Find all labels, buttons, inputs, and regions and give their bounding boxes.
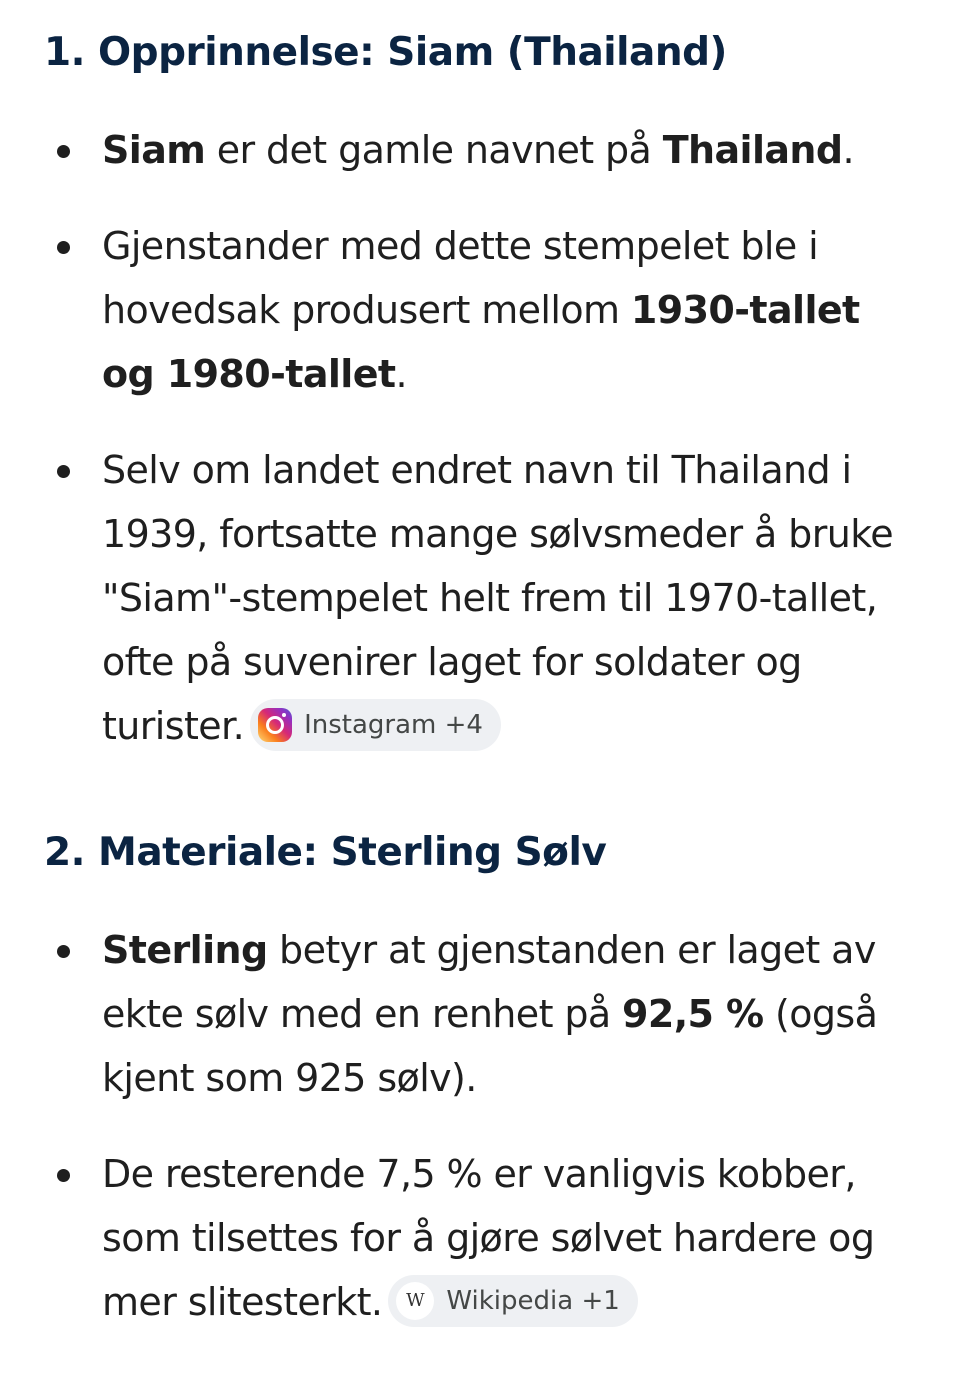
text: De resterende 7,5 % er vanligvis kobber,	[102, 1152, 856, 1196]
list-item	[102, 118, 932, 182]
text: .	[842, 128, 854, 172]
source-chip-label: Instagram +4	[304, 709, 483, 740]
text-line	[102, 1142, 932, 1206]
source-chip-wikipedia[interactable]	[388, 1275, 637, 1327]
text-line	[102, 566, 932, 630]
text: Selv om landet endret navn til Thailand i	[102, 448, 852, 492]
text: ekte sølv med en renhet på	[102, 992, 623, 1036]
text-line	[102, 630, 932, 694]
list-item	[102, 918, 932, 1110]
section-title-origin: 1. Opprinnelse: Siam (Thailand)	[44, 30, 727, 75]
bold-text: Thailand	[662, 128, 843, 172]
section-title-material: 2. Materiale: Sterling Sølv	[44, 830, 607, 875]
text-line	[102, 1270, 932, 1334]
text: som tilsettes for å gjøre sølvet hardere og	[102, 1216, 875, 1260]
text-line	[102, 1046, 932, 1110]
text-line	[102, 214, 932, 278]
text: turister.	[102, 704, 245, 748]
text: "Siam"-stempelet helt frem til 1970-tallet,	[102, 576, 878, 620]
text-line	[102, 438, 932, 502]
text-line	[102, 502, 932, 566]
text: mer slitesterkt.	[102, 1280, 383, 1324]
text: er det gamle navnet på	[205, 128, 663, 172]
source-chip-instagram[interactable]	[250, 699, 501, 751]
wikipedia-icon: W	[396, 1282, 434, 1320]
list-item	[102, 438, 932, 758]
text-line	[102, 1206, 932, 1270]
bold-text: Siam	[102, 128, 206, 172]
list-item	[102, 214, 932, 406]
bold-text: og 1980-tallet	[102, 352, 396, 396]
text-line	[102, 982, 932, 1046]
list-item	[102, 1142, 932, 1334]
text: betyr at gjenstanden er laget av	[267, 928, 876, 972]
instagram-icon	[258, 708, 292, 742]
source-chip-label: Wikipedia +1	[446, 1285, 620, 1316]
bold-text: 1930-tallet	[630, 288, 860, 332]
text-line	[102, 342, 932, 406]
bold-text: Sterling	[102, 928, 268, 972]
text-line	[102, 694, 932, 758]
bold-text: 92,5 %	[622, 992, 764, 1036]
text: .	[395, 352, 407, 396]
text: hovedsak produsert mellom	[102, 288, 631, 332]
text: (også	[763, 992, 878, 1036]
text: Gjenstander med dette stempelet ble i	[102, 224, 819, 268]
text-line	[102, 278, 932, 342]
text: 1939, fortsatte mange sølvsmeder å bruke	[102, 512, 894, 556]
text-line	[102, 918, 932, 982]
text-line	[102, 118, 932, 182]
text: kjent som 925 sølv).	[102, 1056, 477, 1100]
text: ofte på suvenirer laget for soldater og	[102, 640, 802, 684]
